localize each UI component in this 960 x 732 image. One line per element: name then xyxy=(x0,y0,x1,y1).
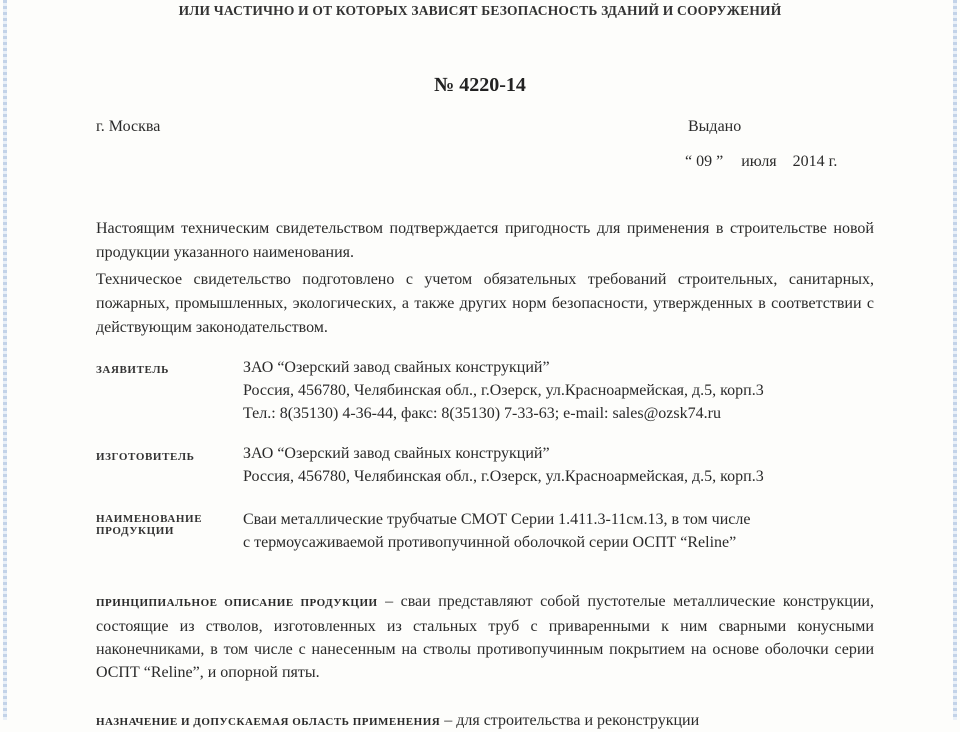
applicant-address: Россия, 456780, Челябинская обл., г.Озерск, ул.Красноармейская, д.5, корп.3 xyxy=(243,382,764,399)
page-border-right xyxy=(950,0,960,720)
issue-city: г. Москва xyxy=(96,118,161,135)
description-lead: ПРИНЦИПИАЛЬНОЕ ОПИСАНИЕ ПРОДУКЦИИ xyxy=(96,597,378,609)
purpose-text: – для строительства и реконструкции xyxy=(440,712,700,729)
product-line2: с термоусаживаемой противопучинной оболочкой серии ОСПТ “Reline” xyxy=(243,534,737,551)
product-block xyxy=(243,508,883,554)
issued-month: июля xyxy=(741,153,777,170)
issued-day: “ 09 ” xyxy=(685,153,724,170)
requirements-paragraph: Техническое свидетельство подготовлено с учетом обязательных требований строительных, санитарных, пожарных, промышленных, экологических, а также других норм безопасности, утвержденных в соответствии с действующим законодательством. xyxy=(96,271,874,336)
manufacturer-label: ИЗГОТОВИТЕЛЬ xyxy=(96,451,195,463)
manufacturer-name: ЗАО “Озерский завод свайных конструкций” xyxy=(243,445,550,462)
applicant-contacts: Тел.: 8(35130) 4-36-44, факс: 8(35130) 7-33-63; e-mail: sales@ozsk74.ru xyxy=(243,405,721,422)
issued-year: 2014 г. xyxy=(792,153,838,170)
document-number: № 4220-14 xyxy=(434,74,526,96)
purpose-line xyxy=(96,711,874,732)
intro-paragraph: Настоящим техническим свидетельством подтверждается пригодность для применения в строительстве новой продукции указанного наименования. xyxy=(96,220,874,261)
purpose-lead: НАЗНАЧЕНИЕ И ДОПУСКАЕМАЯ ОБЛАСТЬ ПРИМЕНЕНИЯ xyxy=(96,716,441,728)
product-label xyxy=(96,513,202,537)
applicant-block xyxy=(243,356,883,425)
product-label-line1: НАИМЕНОВАНИЕ xyxy=(96,513,203,525)
header-title-line: ИЛИ ЧАСТИЧНО И ОТ КОТОРЫХ ЗАВИСЯТ БЕЗОПАСНОСТЬ ЗДАНИЙ И СООРУЖЕНИЙ xyxy=(178,3,782,18)
product-description xyxy=(96,590,874,684)
product-label-line2: ПРОДУКЦИИ xyxy=(96,525,175,537)
page-border-left xyxy=(0,0,10,720)
manufacturer-address: Россия, 456780, Челябинская обл., г.Озерск, ул.Красноармейская, д.5, корп.3 xyxy=(243,468,764,485)
description-text: – сваи представляют собой пустотелые металлические конструкции, состоящие из стволов, изготовленных из стальных труб с приваренными к ним сварными конусными наконечниками, в том числе с нанесенным на стволы противопучинным покрытием на основе оболочки серии ОСПТ “Reline”, и опорной пяты. xyxy=(96,593,874,681)
issued-label: Выдано xyxy=(688,118,742,135)
applicant-name: ЗАО “Озерский завод свайных конструкций” xyxy=(243,359,550,376)
applicant-label: ЗАЯВИТЕЛЬ xyxy=(96,364,169,376)
issued-date xyxy=(685,153,837,171)
product-line1: Сваи металлические трубчатые СМОТ Серии 1.411.3-11см.13, в том числе xyxy=(243,511,751,528)
manufacturer-block xyxy=(243,442,883,488)
